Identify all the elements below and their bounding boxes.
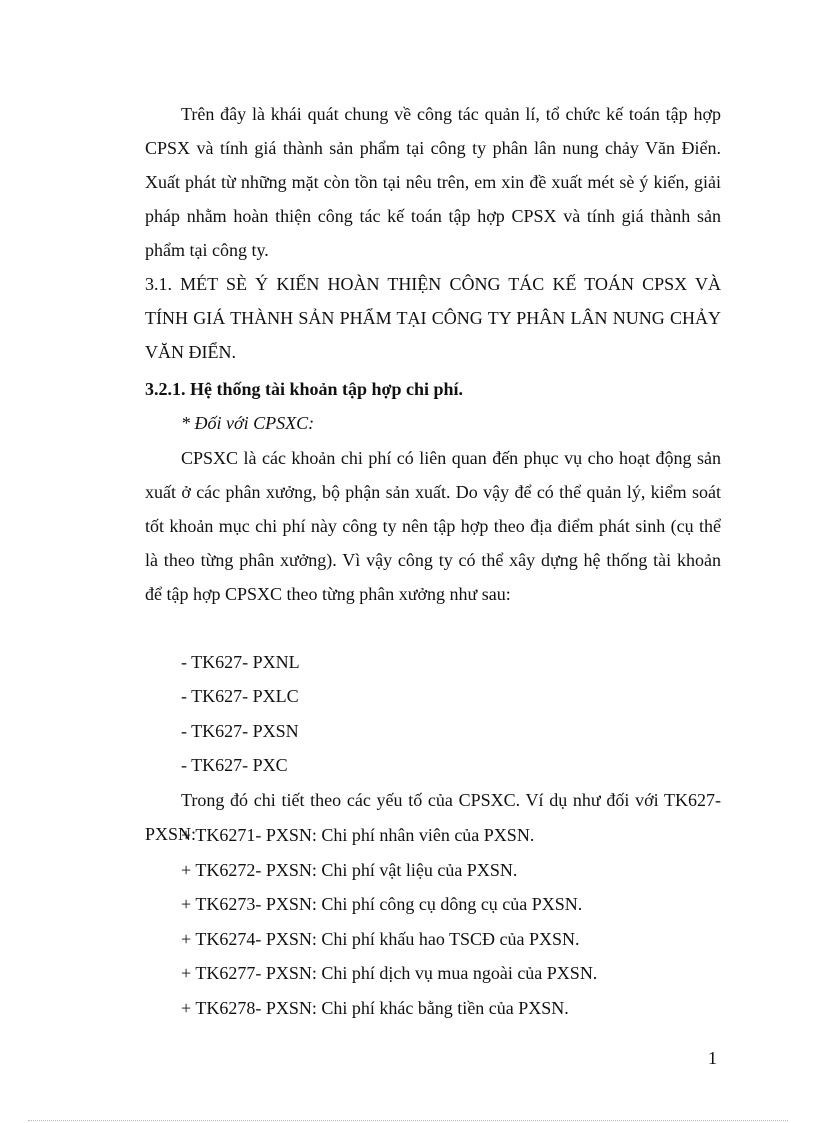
sub-account-item: + TK6274- PXSN: Chi phí khấu hao TSCĐ của PXSN. (181, 929, 580, 949)
account-item: - TK627- PXNL (181, 652, 300, 672)
page-number: 1 (708, 1048, 717, 1068)
sub-account-item: + TK6271- PXSN: Chi phí nhân viên của PXSN. (181, 825, 535, 845)
intro-paragraph: Trên đây là khái quát chung về công tác quản lí, tổ chức kế toán tập hợp CPSX và tính giá thành sản phẩm tại công ty phân lân nung chảy Văn Điển. Xuất phát từ những mặt còn tồn tại nêu trên, em xin đề xuất mét sè ý kiến, giải pháp nhằm hoàn thiện công tác kế toán tập hợp CPSX và tính giá thành sản phẩm tại công ty. (145, 104, 721, 260)
sub-account-item: + TK6273- PXSN: Chi phí công cụ dông cụ của PXSN. (181, 894, 583, 914)
account-item: - TK627- PXSN (181, 721, 299, 741)
cpsxc-paragraph: CPSXC là các khoản chi phí có liên quan đến phục vụ cho hoạt động sản xuất ở các phân xưởng, bộ phận sản xuất. Do vậy để có thể quản lý, kiểm soát tốt khoản mục chi phí này công ty nên tập hợp theo địa điểm phát sinh (cụ thể là theo từng phân xưởng). Vì vậy công ty có thể xây dựng hệ thống tài khoản để tập hợp CPSXC theo từng phân xưởng như sau: (145, 448, 721, 604)
account-item: - TK627- PXLC (181, 686, 299, 706)
subsection-heading: 3.2.1. Hệ thống tài khoản tập hợp chi phí. (145, 379, 464, 399)
sub-account-item: + TK6277- PXSN: Chi phí dịch vụ mua ngoài của PXSN. (181, 963, 598, 983)
account-item: - TK627- PXC (181, 755, 288, 775)
sub-account-item: + TK6272- PXSN: Chi phí vật liệu của PXSN. (181, 860, 518, 880)
footer-divider (28, 1120, 788, 1121)
sub-account-item: + TK6278- PXSN: Chi phí khác bằng tiền của PXSN. (181, 998, 569, 1018)
section-heading: 3.1. MÉT SÈ Ý KIẾN HOÀN THIỆN CÔNG TÁC KẾ TOÁN CPSX VÀ TÍNH GIÁ THÀNH SẢN PHẨM TẠI CÔNG TY PHÂN LÂN NUNG CHẢY VĂN ĐIỂN. (145, 274, 721, 362)
cpsxc-subheading: * Đối với CPSXC: (181, 413, 315, 433)
detail-intro-paragraph: Trong đó chi tiết theo các yếu tố của CPSXC. Ví dụ như đối với TK627- PXSN: (145, 790, 721, 844)
